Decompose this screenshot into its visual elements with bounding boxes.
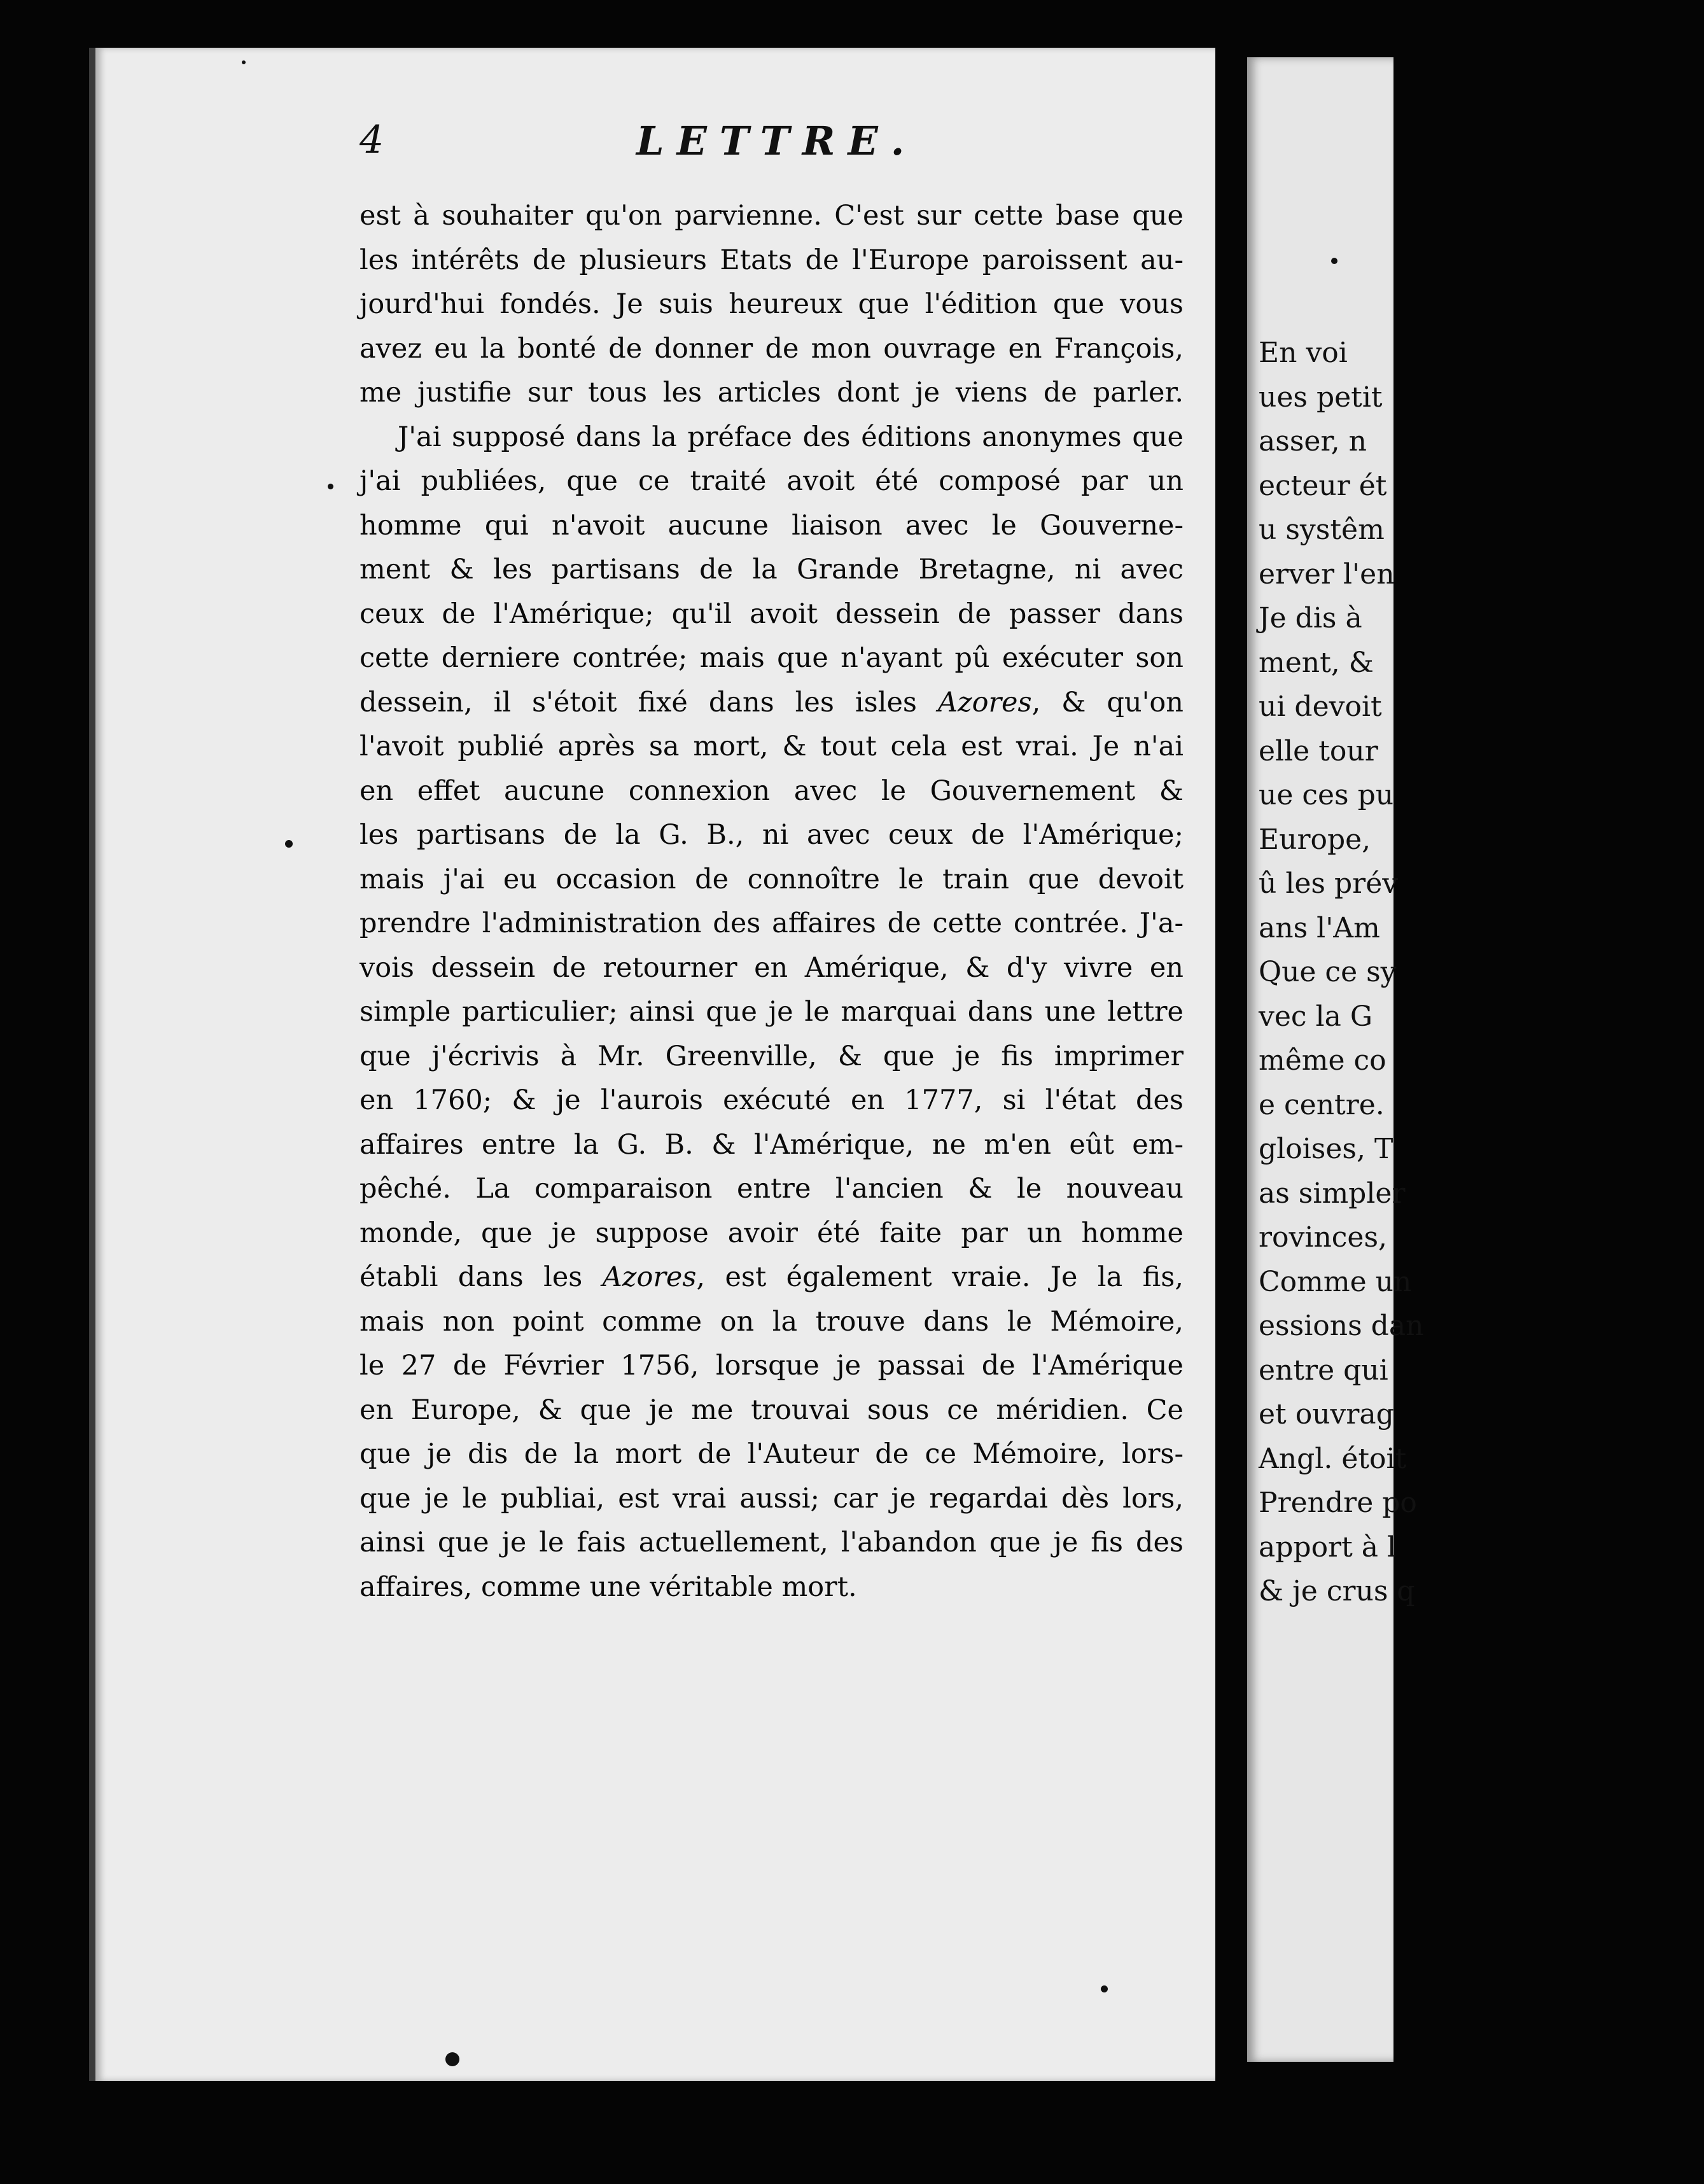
page-number: 4 [360,118,384,162]
line-text: les intérêts de plusieurs Etats de l'Europe paroissent au- [360,244,1184,276]
text-line [360,371,1184,416]
right-page-line: ans l'Am [1259,911,1380,944]
text-line [360,858,1184,902]
line-text: j'ai publiées, que ce traité avoit été composé par un [360,465,1184,497]
right-page-line: et ouvrag [1259,1398,1394,1431]
text-line [360,725,1184,769]
body-text [360,194,1184,1609]
right-page-line: En voi [1259,337,1348,369]
text-line [360,327,1184,372]
right-page-line: as simpler [1259,1177,1406,1210]
line-text: cette derniere contrée; mais que n'ayant pû exécuter son [360,642,1184,674]
text-line [360,283,1184,327]
line-text: avez eu la bonté de donner de mon ouvrage en François, [360,332,1184,365]
line-text: homme qui n'avoit aucune liaison avec le Gouverne- [360,509,1184,542]
line-text: en Europe, & que je me trouvai sous ce méridien. Ce [360,1394,1184,1426]
line-text: jourd'hui fondés. Je suis heureux que l'édition que vous [360,288,1184,320]
ink-speck [328,484,333,489]
right-page-line: ui devoit [1259,690,1382,723]
right-page-line: même co [1259,1044,1386,1077]
line-text: vois dessein de retourner en Amérique, & d'y vivre en [360,951,1184,984]
line-text: me justifie sur tous les articles dont je viens de parler. [360,377,1184,409]
line-text: que je dis de la mort de l'Auteur de ce Mémoire, lors- [360,1438,1184,1470]
text-line [360,1035,1184,1079]
right-page-line: erver l'en [1259,557,1395,591]
right-page-line: Comme un [1259,1265,1412,1298]
line-text: dessein, il s'étoit fixé dans les isles [360,686,938,718]
ink-speck [445,2052,459,2066]
text-line [360,681,1184,725]
text-line [360,1300,1184,1345]
right-page-line: entre qui [1259,1354,1388,1387]
line-text: en 1760; & je l'aurois exécuté en 1777, si l'état des [360,1084,1184,1116]
right-page-line: vec la G [1259,1000,1372,1033]
right-page-line: ment, & [1259,646,1374,679]
line-text: simple particulier; ainsi que je le marquai dans une lettre [360,996,1184,1028]
right-page-line: gloises, T [1259,1133,1393,1165]
right-page-line: Europe, [1259,823,1371,856]
text-line [360,1123,1184,1168]
text-line [360,1477,1184,1522]
right-page-line: asser, n [1259,425,1367,458]
line-text: ment & les partisans de la Grande Bretagne, ni avec [360,554,1184,585]
text-line [360,946,1184,991]
page-header [360,118,1180,169]
right-page-line: ue ces pu [1259,779,1394,811]
line-text: l'avoit publié après sa mort, & tout cela est vrai. Je n'ai [360,731,1184,762]
text-line [360,1344,1184,1389]
ink-speck [1331,258,1337,264]
text-line [360,416,1184,460]
line-text: est à souhaiter qu'on parvienne. C'est sur cette base que [360,200,1184,232]
right-page-line: elle tour [1259,734,1378,767]
right-page-line: Angl. étoit [1259,1442,1407,1475]
line-text: en effet aucune connexion avec le Gouvernement & [360,774,1184,807]
text-line [360,1256,1184,1300]
line-text: prendre l'administration des affaires de cette contrée. J'a- [360,907,1184,939]
text-line [360,1521,1184,1565]
right-page-line: rovinces, [1259,1221,1388,1254]
right-page-line: ecteur ét [1259,469,1387,502]
right-page-line: û les prév [1259,867,1399,900]
text-line [360,1389,1184,1433]
text-line [360,459,1184,504]
ink-speck [1101,1985,1108,1992]
right-page-line: e centre. [1259,1088,1385,1121]
text-line [360,504,1184,549]
text-line [360,548,1184,592]
line-text: monde, que je suppose avoir été faite par un homme [360,1217,1184,1249]
text-line [360,636,1184,681]
text-line [360,592,1184,637]
line-text: affaires entre la G. B. & l'Amérique, ne m'en eût em- [360,1128,1184,1161]
right-page-text [1259,331,1704,1614]
text-line [360,769,1184,814]
line-text: ainsi que je le fais actuellement, l'abandon que je fis des [360,1527,1184,1558]
right-page-line: & je crus q [1259,1575,1415,1607]
text-line [360,194,1184,239]
text-line [360,1167,1184,1212]
line-text: mais j'ai eu occasion de connoître le train que devoit [360,863,1184,895]
line-text: le 27 de Février 1756, lorsque je passai de l'Amérique [360,1350,1184,1382]
text-line [360,813,1184,858]
line-text: affaires, comme une véritable mort. [360,1571,857,1603]
line-text: J'ai supposé dans la préface des éditions anonymes que [398,421,1184,453]
right-page-line: u systêm [1259,514,1385,546]
text-line [360,1432,1184,1477]
right-page-line: apport à l [1259,1530,1397,1564]
text-line [360,1565,1184,1610]
text-line [360,239,1184,283]
text-line [360,1212,1184,1256]
line-text: établi dans les [360,1261,603,1293]
ink-speck [242,60,246,64]
right-page-line: Que ce sy [1259,956,1397,988]
right-page-line: ues petit [1259,381,1383,414]
line-tail: , est également vraie. Je la fis, [696,1261,1184,1293]
text-line [360,902,1184,946]
running-title: LETTRE. [636,118,918,164]
right-page [1247,57,1424,2062]
line-text: que j'écrivis à Mr. Greenville, & que je fis imprimer [360,1040,1184,1072]
line-text: les partisans de la G. B., ni avec ceux de l'Amérique; [360,819,1184,851]
right-page-line: Je dis à [1259,602,1362,634]
line-text: ceux de l'Amérique; qu'il avoit dessein de passer dans [360,598,1184,630]
text-line [360,1079,1184,1123]
right-page-line: Prendre po [1259,1487,1417,1519]
line-text: que je le publiai, est vrai aussi; car je regardai dès lors, [360,1482,1184,1515]
italic-place-name: Azores [602,1261,697,1293]
ink-speck [285,840,293,848]
right-page-line: essions dan [1259,1310,1424,1342]
line-tail: , & qu'on [1031,686,1184,718]
line-text: pêché. La comparaison entre l'ancien & le nouveau [360,1173,1184,1205]
text-line [360,990,1184,1035]
line-text: mais non point comme on la trouve dans le Mémoire, [360,1305,1184,1338]
italic-place-name: Azores [937,686,1032,718]
